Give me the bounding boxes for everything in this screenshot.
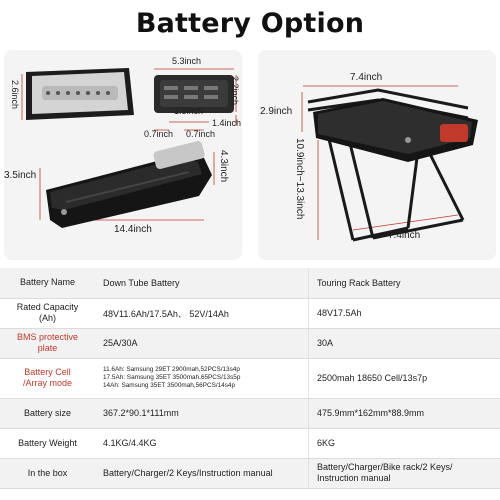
dim-left-height: 2.6inch	[10, 80, 20, 110]
dim-body-length: 14.4inch	[114, 224, 152, 235]
dim-gap-right: 1.4inch	[212, 118, 242, 128]
table-row	[0, 358, 500, 398]
row-label: Battery size	[0, 398, 95, 428]
row-label: Battery Cell /Array mode	[0, 358, 95, 398]
down-tube-battery-panel	[4, 50, 242, 260]
cell-down-tube: 4.1KG/4.4KG	[95, 428, 309, 458]
row-label: BMS protective plate	[0, 328, 95, 358]
dim-top-width: 7.4inch	[350, 72, 383, 83]
row-label: Rated Capacity (Ah)	[0, 298, 95, 328]
cell-down-tube	[95, 358, 309, 398]
cell-line: 14Ah: Samsung 35ET 3500mah,56PCS/14s4p	[103, 382, 236, 389]
dim-top-length: 5.3inch	[172, 56, 202, 66]
cell-down-tube: 367.2*90.1*111mm	[95, 398, 309, 428]
cell-rack: Battery/Charger/Bike rack/2 Keys/ Instruction manual	[309, 458, 500, 488]
dim-width-a: 0.7inch	[144, 129, 174, 139]
col-header-down-tube: Down Tube Battery	[95, 268, 309, 298]
row-label: Battery Weight	[0, 428, 95, 458]
table-row	[0, 398, 500, 428]
rack-battery-body	[313, 98, 478, 162]
table-row	[0, 328, 500, 358]
cell-rack: 6KG	[309, 428, 500, 458]
cell-rack: 48V17.5Ah	[309, 298, 500, 328]
cell-down-tube: 48V11.6Ah/17.5Ah、 52V/14Ah	[95, 298, 309, 328]
table-row	[0, 298, 500, 328]
table-row	[0, 428, 500, 458]
cell-line: 17.5Ah: Samsung 35ET 3500mah,65PCS/13s5p	[103, 374, 241, 381]
dim-end-height: 4.3inch	[218, 150, 229, 183]
page-title: Battery Option	[135, 8, 365, 39]
table-row	[0, 458, 500, 488]
dim-rack-height: 10.9inch~13.3inch	[294, 138, 305, 220]
down-tube-battery-body	[46, 140, 212, 228]
dim-right-height: 2.2inch	[230, 76, 240, 106]
cell-down-tube: 25A/30A	[95, 328, 309, 358]
col-header-rack: Touring Rack Battery	[309, 268, 500, 298]
dim-bottom-width: 7.4inch	[388, 230, 421, 241]
dim-side-height: 2.9inch	[260, 106, 293, 117]
col-header-name: Battery Name	[0, 268, 95, 298]
cell-rack: 475.9mm*162mm*88.9mm	[309, 398, 500, 428]
cell-line: 11.6Ah: Samsung 29ET 2900mah,52PCS/13s4p	[103, 366, 240, 373]
cell-down-tube: Battery/Charger/2 Keys/Instruction manual	[95, 458, 309, 488]
touring-rack-battery-panel	[258, 50, 496, 260]
battery-mount-plate	[26, 68, 134, 120]
dim-body-height: 3.5inch	[4, 170, 37, 181]
dim-slot-length: 1.5inch	[174, 106, 204, 116]
cell-rack: 2500mah 18650 Cell/13s7p	[309, 358, 500, 398]
cell-rack: 30A	[309, 328, 500, 358]
rear-light	[440, 124, 468, 142]
dim-width-b: 0.7inch	[186, 129, 216, 139]
battery-spec-table	[0, 268, 500, 489]
table-header-row	[0, 268, 500, 298]
row-label: In the box	[0, 458, 95, 488]
